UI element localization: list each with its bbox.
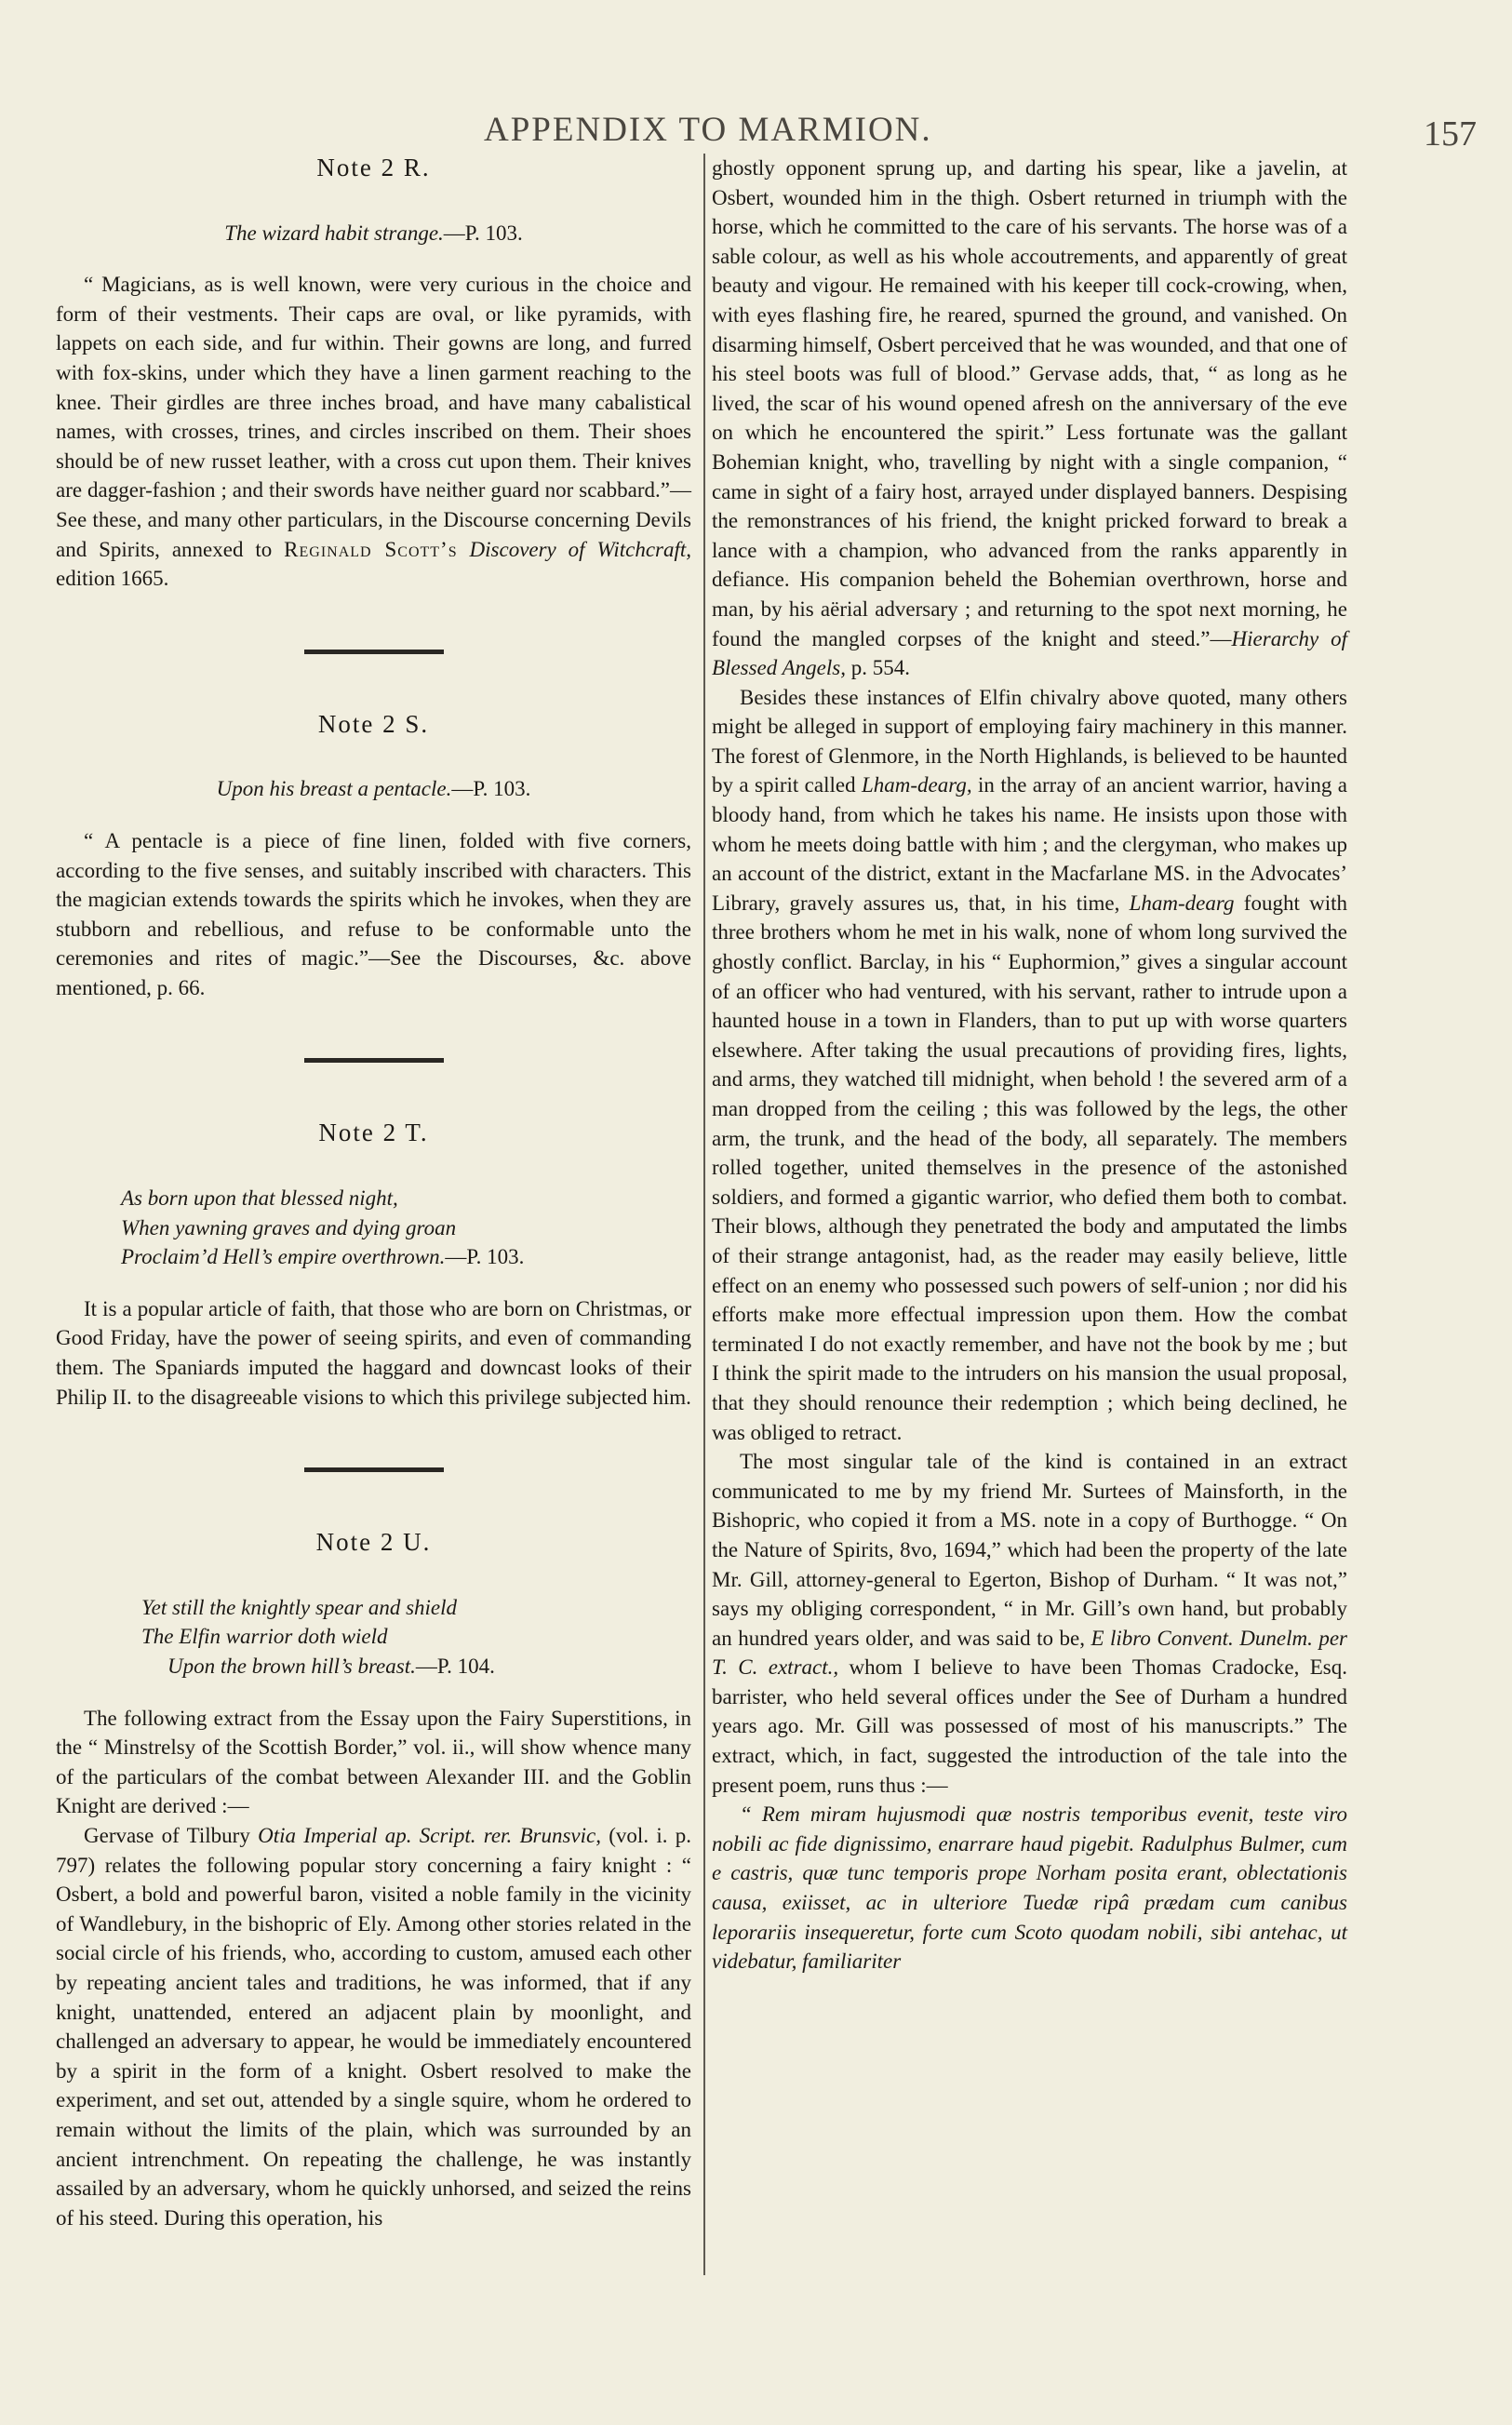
epigraph-text: The wizard habit strange. — [224, 221, 444, 245]
note-2u-text: (vol. i. p. 797) relates the following popular story concerning a fairy knight : “ Osbert, a bold and powerful baron, visited a noble family in the vicinity of Wandlebury, in the bishopric of Ely. Among other stories related in the social circle of his friends, who, according to custom, amused each other by repeating ancient tales and traditions, he was informed, that if any knight, unattended, entered an adjacent plain by moonlight, and challenged an adversary to appear, he would be immediately encountered by a spirit in the form of a knight. Osbert resolved to make the experiment, and set out, attended by a single squire, whom he ordered to remain without the limits of the plain, which was surrounded by an ancient intrenchment. On repeating the challenge, he was instantly assailed by an adversary, whom he quickly unhorsed, and seized the reins of his steed. During this operation, his — [56, 1823, 692, 2230]
body-text: in the array of an ancient warrior, having a bloody hand, from which he takes his name. He insists upon those with whom he meets doing battle with him ; and the clergyman, who makes up an account of the district, extant in the Macfarlane MS. in the Advocates’ Library, gravely assures us, that, in his time, — [712, 773, 1348, 915]
epigraph-ref: —P. 103. — [443, 221, 523, 245]
column-rule — [703, 154, 705, 2275]
note-2s-epigraph — [56, 774, 691, 804]
note-2t-verse — [56, 1184, 691, 1272]
verse-line: Yet still the knightly spear and shield — [141, 1595, 458, 1619]
note-2r-epigraph — [56, 219, 691, 248]
note-2r-end: edition 1665. — [56, 567, 169, 591]
note-2r-title: Discovery of Witchcraft, — [469, 537, 692, 561]
spirit-name: Lham-dearg, — [862, 773, 972, 797]
continuation-paragraph — [712, 154, 1347, 683]
note-2r-author: Reginald Scott’s — [284, 537, 458, 561]
note-2u-verse — [56, 1593, 691, 1681]
spirit-name: Lham-dearg — [1129, 891, 1235, 915]
verse-ref: —P. 104. — [415, 1655, 495, 1678]
page-number: 157 — [1424, 114, 1477, 154]
note-2t-heading: Note 2 T. — [318, 1119, 429, 1147]
note-2u-title: Otia Imperial ap. Script. rer. Brunsvic, — [258, 1823, 601, 1847]
right-column — [712, 154, 1347, 1976]
body-text: Besides these instances of Elfin chivalry above quoted, many others might be alleged in support of employing fairy machinery in this manner. The forest of Glenmore, in the North Highlands, is believed to be haunted by a spirit called — [712, 685, 1347, 797]
note-2s-body: “ A pentacle is a piece of fine linen, folded with five corners, according to the five senses, and suitably inscribed with characters. This the magician extends towards the spirits which he invokes, when they are stubborn and rebellious, and refuse to be conformable unto the ceremonies and rites of magic.”—See the Discourses, &c. above mentioned, p. 66. — [56, 828, 691, 999]
epigraph-ref: —P. 103. — [451, 777, 531, 801]
note-2u-text: Gervase of Tilbury — [84, 1823, 250, 1847]
section-divider — [304, 650, 444, 654]
latin-reference: E libro Convent. Dunelm. per T. C. extract., — [712, 1626, 1347, 1680]
verse-line: The Elfin warrior doth wield — [141, 1625, 388, 1649]
note-2u-body — [56, 1821, 691, 2232]
note-2r-body — [56, 270, 691, 594]
verse-ref: —P. 103. — [445, 1245, 525, 1269]
running-head: APPENDIX TO MARMION. — [484, 111, 932, 149]
latin-text: “ Rem miram hujusmodi quæ nostris temporibus evenit, teste viro nobili ac fide dignissimo, enarrare haud pigebit. Radulphus Bulmer, cum e castris, quæ tunc temporis prope Norham posita erant, oblectationis causa, exiisset, ac in ulteriore Tuedæ ripâ prædam cum canibus leporariis insequeretur, forte cum Scoto quodam nobili, sibi antehac, ut videbatur, familiariter — [712, 1802, 1347, 1974]
note-2u-heading: Note 2 U. — [315, 1528, 432, 1557]
note-2r-heading: Note 2 R. — [316, 154, 431, 181]
body-text: ghostly opponent sprung up, and darting his spear, like a javelin, at Osbert, wounded him in the thigh. Osbert returned in triumph with the horse, which he committed to the care of his servants. The horse was of a sable colour, as well as his whole accoutrements, and apparently of great beauty and vigour. He remained with his keeper till cock-crowing, when, with eyes flashing fire, he reared, spurned the ground, and vanished. On disarming himself, Osbert perceived that he was wounded, and that one of his steel boots was full of blood.” Gervase adds, that, “ as long as he lived, the scar of his wound opened afresh on the anniversary of the eve on which he encountered the spirit.” Less fortunate was the gallant Bohemian knight, who, travelling by night with a single companion, “ came in sight of a fairy host, arrayed under displayed banners. Despising the remonstrances of his friend, the knight pricked forward to break a lance with a champion, who advanced from the ranks apparently in defiance. His companion beheld the Bohemian overthrown, horse and man, by his aërial adversary ; and returning to the spot next morning, he found the mangled corpses of the knight and steed.”— — [712, 156, 1347, 650]
latin-extract — [712, 1800, 1347, 1976]
note-2t-body: It is a popular article of faith, that those who are born on Christmas, or Good Friday, have the power of seeing spirits, and even of commanding them. The Spaniards imputed the haggard and downcast looks of their Philip II. to the disagreeable visions to which this privilege subjected him. — [56, 1296, 691, 1409]
section-divider — [304, 1467, 444, 1472]
verse-line: When yawning graves and dying groan — [121, 1215, 457, 1239]
note-2r-text: “ Magicians, as is well known, were very curious in the choice and form of their vestments. Their caps are oval, or like pyramids, with lappets on each side, and fur within. Their gowns are long, and furred with fox-skins, under which they have a linen garment reaching to the knee. Their girdles are three inches broad, and have many cabalistical names, with crosses, trines, and circles inscribed on them. Their shoes should be of new russet leather, with a cross cut upon them. Their knives are dagger-fashion ; and their swords have neither guard nor scabbard.”—See these, and many other particulars, in the Discourse concerning Devils and Spirits, annexed to — [56, 273, 691, 561]
left-column — [56, 154, 691, 2232]
verse-line: As born upon that blessed night, — [121, 1186, 398, 1211]
body-text: whom I believe to have been Thomas Cradocke, Esq. barrister, who held several offices under the See of Durham a hundred years ago. Mr. Gill was possessed of most of his manuscripts.” The extract, which, in fact, suggested the introduction of the tale into the present poem, runs thus :— — [712, 1655, 1347, 1797]
note-2u-intro: The following extract from the Essay upon the Fairy Superstitions, in the “ Minstrelsy of the Scottish Border,” vol. ii., will show whence many of the particulars of the combat between Alexander III. and the Goblin Knight are derived :— — [56, 1706, 691, 1818]
epigraph-text: Upon his breast a pentacle. — [216, 777, 452, 801]
section-divider — [304, 1058, 444, 1063]
note-2s-heading: Note 2 S. — [317, 709, 430, 738]
body-text: p. 554. — [850, 656, 910, 680]
body-text: The most singular tale of the kind is contained in an extract communicated to me by my friend Mr. Surtees of Mainsforth, in the Bishopric, who copied it from a MS. note in a copy of Burthogge. “ On the Nature of Spirits, 8vo, 1694,” which had been the property of the late Mr. Gill, attorney-general to Egerton, Bishop of Durham. “ It was not,” says my obliging correspondent, “ in Mr. Gill’s own hand, but probably an hundred years older, and was said to be, — [712, 1450, 1347, 1650]
body-text: fought with three brothers whom he met in his walk, none of whom long survived the ghostly conflict. Barclay, in his “ Euphormion,” gives a singular account of an officer who had ventured, with his servant, rather to intrude upon a haunted house in a town in Flanders, than to put up with worse quarters elsewhere. After taking the usual precautions of providing fires, lights, and arms, they watched till midnight, when behold ! the severed arm of a man dropped from the ceiling ; this was followed by the legs, the other arm, the trunk, and the head of the body, all separately. The members rolled together, united themselves in the presence of the astonished soldiers, and formed a gigantic warrior, who defied them both to combat. Their blows, although they penetrated the body and amputated the limbs of their strange antagonist, had, as the reader may easily believe, little effect on an enemy who possessed such powers of self-union ; nor did his efforts make more effectual impression upon them. How the combat terminated I do not exactly remember, and have not the book by me ; but I think the spirit made to the intruders on his mansion the usual proposal, that they should renounce their redemption ; which being declined, he was obliged to retract. — [712, 891, 1347, 1444]
verse-line: Proclaim’d Hell’s empire overthrown. — [121, 1245, 446, 1269]
elfin-chivalry-paragraph — [712, 683, 1347, 1447]
book-title: Hierarchy of Blessed Angels, — [712, 626, 1347, 680]
singular-tale-paragraph — [712, 1447, 1347, 1800]
verse-line: Upon the brown hill’s breast. — [167, 1655, 416, 1678]
